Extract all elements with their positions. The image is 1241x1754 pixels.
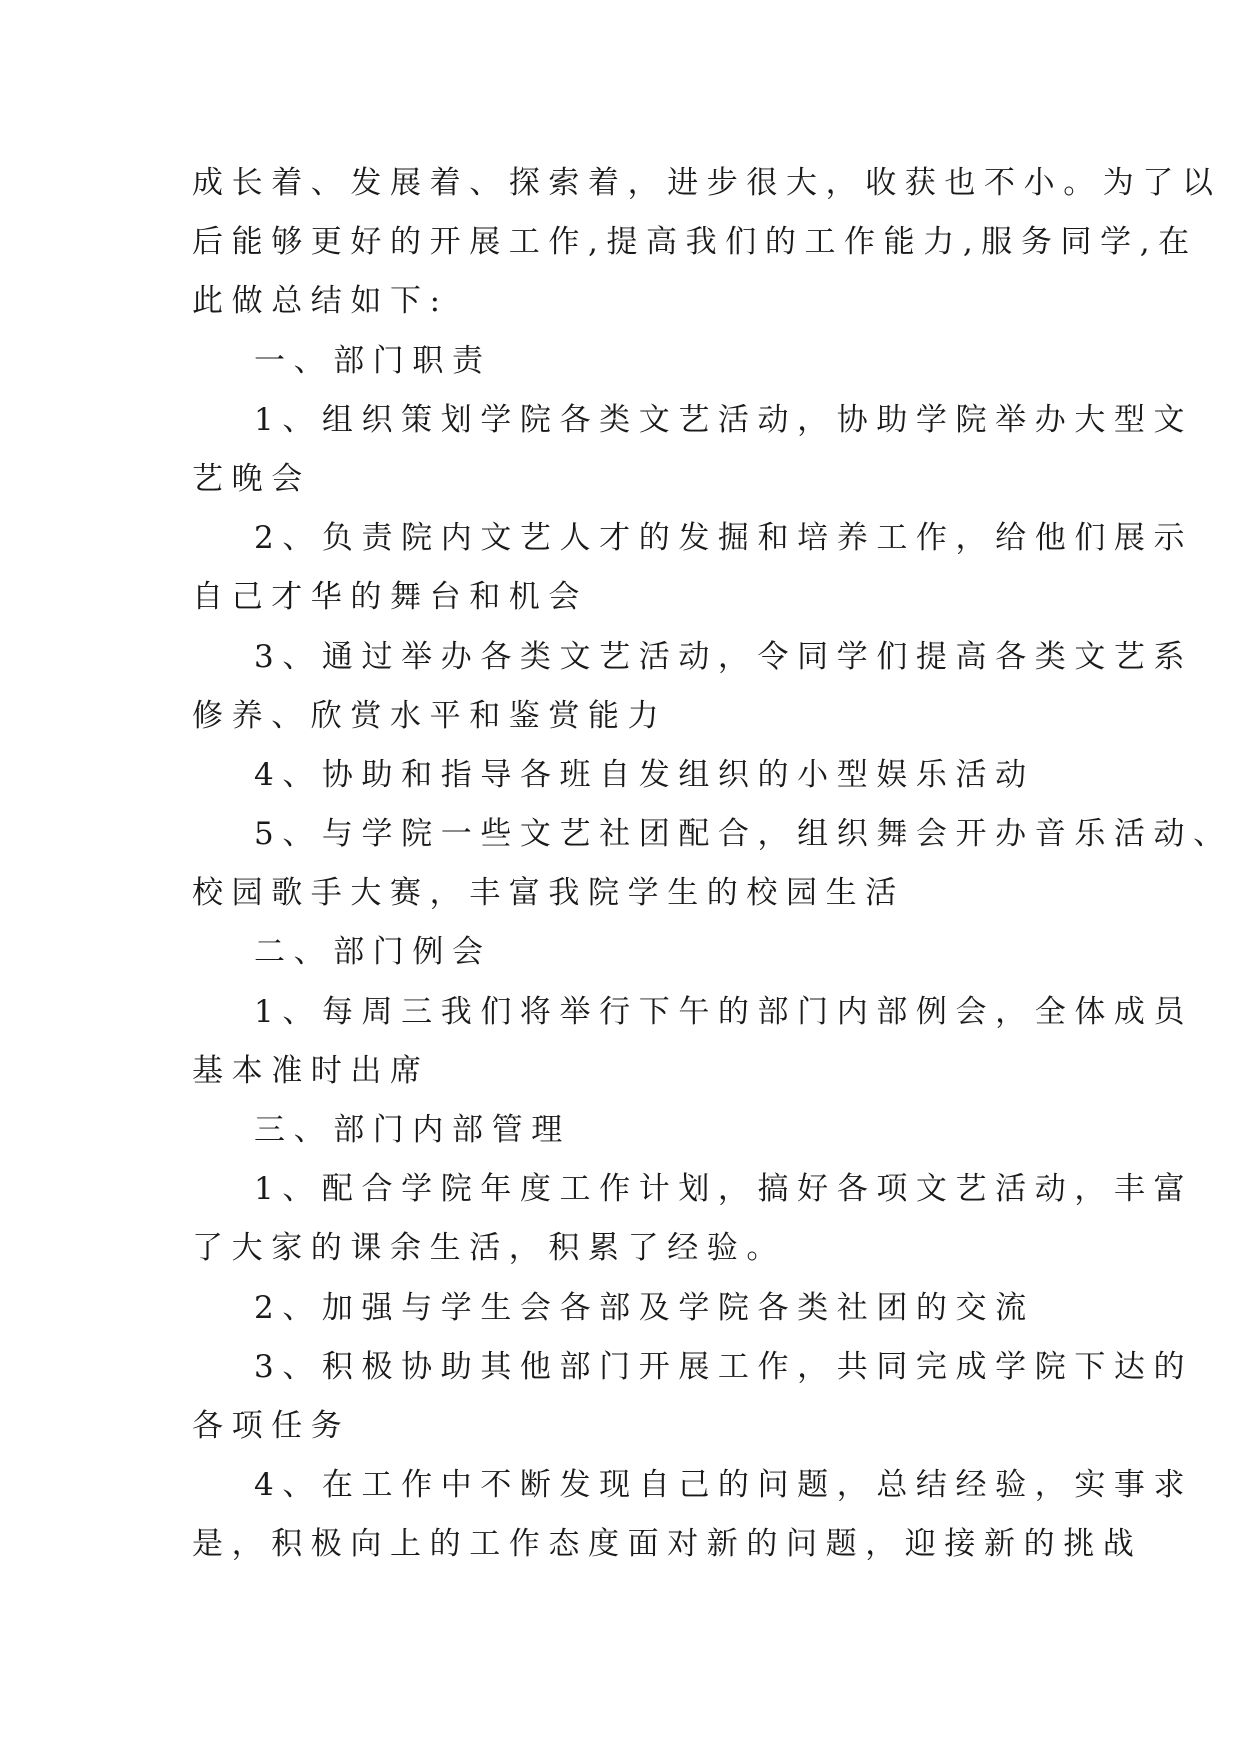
list-item: 2、加强与学生会各部及学院各类社团的交流 <box>254 1289 1035 1326</box>
list-item: 1、组织策划学院各类文艺活动，协助学院举办大型文 <box>254 401 1194 438</box>
list-item-continuation: 艺晚会 <box>192 460 311 497</box>
section-heading: 二、部门例会 <box>254 934 492 971</box>
list-item-continuation: 校园歌手大赛，丰富我院学生的校园生活 <box>192 875 905 912</box>
list-item: 2、负责院内文艺人才的发掘和培养工作，给他们展示 <box>254 520 1194 557</box>
list-item: 1、配合学院年度工作计划，搞好各项文艺活动，丰富 <box>254 1171 1194 1208</box>
body-line: 后能够更好的开展工作,提高我们的工作能力,服务同学,在 <box>192 224 1198 261</box>
list-item-continuation: 了大家的课余生活，积累了经验。 <box>192 1230 786 1267</box>
document-body <box>192 154 1233 1575</box>
list-item-continuation: 自己才华的舞台和机会 <box>192 579 588 616</box>
list-item-continuation: 修养、欣赏水平和鉴赏能力 <box>192 697 668 734</box>
list-item: 1、每周三我们将举行下午的部门内部例会，全体成员 <box>254 993 1194 1030</box>
list-item-continuation: 基本准时出席 <box>192 1052 430 1089</box>
body-line: 此做总结如下: <box>192 283 449 320</box>
list-item: 3、积极协助其他部门开展工作，共同完成学院下达的 <box>254 1348 1194 1385</box>
list-item: 5、与学院一些文艺社团配合，组织舞会开办音乐活动、 <box>254 816 1233 853</box>
list-item-continuation: 是，积极向上的工作态度面对新的问题，迎接新的挑战 <box>192 1526 1143 1563</box>
list-item: 3、通过举办各类文艺活动，令同学们提高各类文艺系 <box>254 638 1194 675</box>
list-item-continuation: 各项任务 <box>192 1407 351 1444</box>
section-heading: 一、部门职责 <box>254 342 492 379</box>
list-item: 4、协助和指导各班自发组织的小型娱乐活动 <box>254 756 1035 793</box>
list-item: 4、在工作中不断发现自己的问题，总结经验，实事求 <box>254 1467 1194 1504</box>
section-heading: 三、部门内部管理 <box>254 1112 571 1148</box>
body-line: 成长着、发展着、探索着，进步很大，收获也不小。为了以 <box>192 165 1222 201</box>
